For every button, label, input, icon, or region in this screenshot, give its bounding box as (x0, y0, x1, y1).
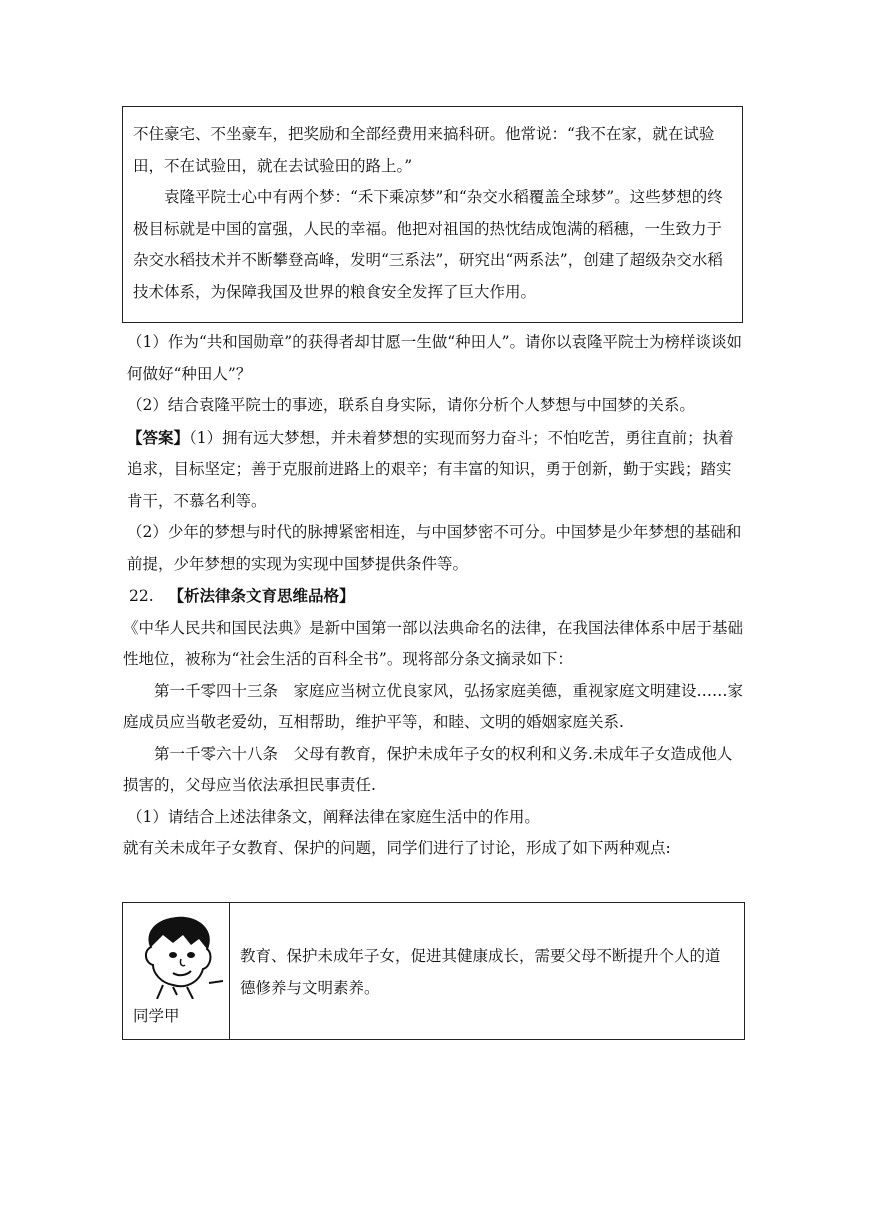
section-intro: 《中华人民共和国民法典》是新中国第一部以法典命名的法律，在我国法律体系中居于基础性地位，被称为“社会生活的百科全书”。现将部分条文摘录如下： (123, 618, 744, 668)
opinion-table (122, 902, 745, 1040)
answer-label: 【答案】 (127, 427, 190, 447)
student-avatar-icon (133, 913, 223, 999)
law-article-1043: 第一千零四十三条 家庭应当树立优良家风，弘扬家庭美德，重视家庭文明建设……家庭成员应当敬老爱幼，互相帮助，维护平等，和睦、文明的婚姻家庭关系. (123, 681, 744, 731)
material-paragraph-2: 袁隆平院士心中有两个梦：“禾下乘凉梦”和“杂交水稻覆盖全球梦”。这些梦想的终极目标就是中国的富强，人民的幸福。他把对祖国的热忱结成饱满的稻穗，一生致力于杂交水稻技术并不断攀登高峰，发明“三系法”，研究出“两系法”，创建了超级杂交水稻技术体系，为保障我国及世界的粮食安全发挥了巨大作用。 (133, 188, 723, 301)
opinion-text: 教育、保护未成年子女，促进其健康成长，需要父母不断提升个人的道德修养与文明素养。 (240, 947, 721, 997)
material-paragraph-1: 不住豪宅、不坐豪车，把奖励和全部经费用来搞科研。他常说：“我不在家，就在试验田，不在试验田，就在去试验田的路上。” (133, 125, 715, 175)
section-22-heading (129, 580, 743, 613)
material-box (122, 106, 743, 323)
student-caption: 同学甲 (133, 1007, 180, 1025)
answer-2: （2）少年的梦想与时代的脉搏紧密相连，与中国梦密不可分。中国梦是少年梦想的基础和前提，少年梦想的实现为实现中国梦提供条件等。 (127, 523, 742, 573)
section-question-1: （1）请结合上述法律条文，阐释法律在家庭生活中的作用。 (127, 807, 540, 826)
law-article-1068: 第一千零六十八条 父母有教育，保护未成年子女的权利和义务.未成年子女造成他人损害的，父母应当依法承担民事责任. (123, 744, 733, 794)
discussion-intro: 就有关未成年子女教育、保护的问题，同学们进行了讨论，形成了如下两种观点: (123, 839, 671, 857)
question-2: （2）结合袁隆平院士的事迹，联系自身实际，请你分析个人梦想与中国梦的关系。 (127, 396, 695, 414)
section-title: 【析法律条文育思维品格】 (168, 586, 355, 605)
section-number: 22. (129, 587, 154, 605)
student-cell (123, 903, 230, 1039)
question-content (123, 327, 744, 865)
answer-1-text: （1）拥有远大梦想，并未着梦想的实现而努力奋斗；不怕吃苦，勇往直前；执着追求，目标坚定；善于克服前进路上的艰辛；有丰富的知识，勇于创新，勤于实践；踏实肯干，不慕名利等。 (127, 428, 734, 510)
answer-1 (127, 422, 743, 518)
question-1: （1）作为“共和国勋章”的获得者却甘愿一生做“种田人”。请你以袁隆平院士为榜样谈谈如何做好“种田人”？ (127, 333, 743, 383)
